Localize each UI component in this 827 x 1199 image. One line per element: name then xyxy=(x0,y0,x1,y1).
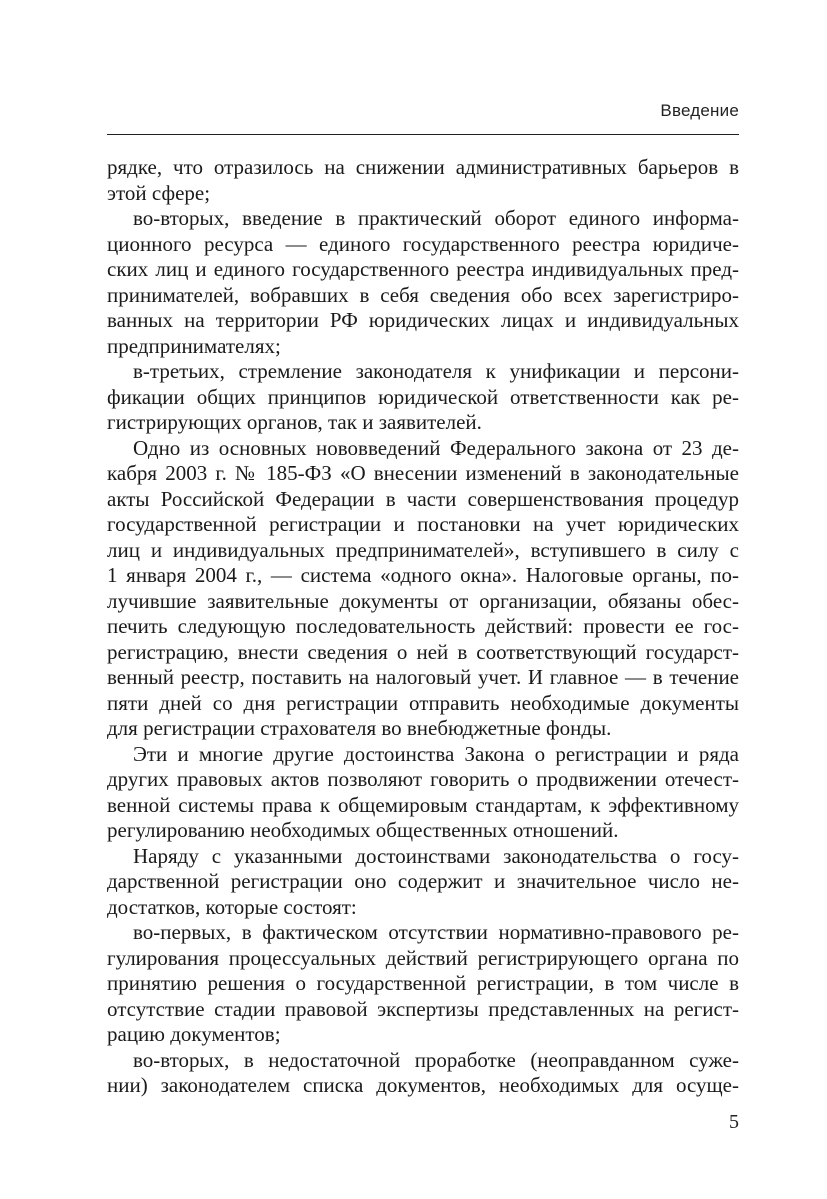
text-line: ванных на территории РФ юридических лицах и индивидуальных xyxy=(107,308,739,332)
text-line: регистрацию, внести сведения о ней в соответствующий государст- xyxy=(107,639,739,664)
text-line: рацию документов; xyxy=(107,1022,281,1046)
text-line: в-третьих, стремление законодателя к унификации и персони- xyxy=(133,359,739,383)
text-line: во-первых, в фактическом отсутствии нормативно-правового ре- xyxy=(133,920,739,944)
text-line: ских лиц и единого государственного реестра индивидуальных пред- xyxy=(107,257,739,281)
text-line: ционного ресурса — единого государственного реестра юридиче- xyxy=(107,231,739,256)
text-line: этой сфере; xyxy=(107,180,211,205)
page-number: 5 xyxy=(729,1111,739,1133)
text-line: для регистрации страхователя во внебюджетные фонды. xyxy=(107,716,612,740)
text-line: во-вторых, введение в практический оборот единого информа- xyxy=(133,206,739,230)
text-line: принимателей, вобравших в себя сведения обо всех зарегистриро- xyxy=(107,282,739,307)
text-line: принятию решения о государственной регистрации, в том числе в xyxy=(107,971,739,995)
text-line: Эти и многие другие достоинства Закона о регистрации и ряда xyxy=(133,741,739,766)
text-line: предпринимателях; xyxy=(107,333,281,358)
text-line: венный реестр, поставить на налоговый учет. И главное — в течение xyxy=(107,665,739,689)
running-title: Введение xyxy=(660,101,739,120)
text-line: достатков, которые состоят: xyxy=(107,894,357,919)
text-line: регулированию необходимых общественных отношений. xyxy=(107,818,619,842)
text-line: лиц и индивидуальных предпринимателей», вступившего в силу с xyxy=(107,537,739,562)
text-line: других правовых актов позволяют говорить о продвижении отечест- xyxy=(107,767,739,791)
text-line: венной системы права к общемировым стандартам, к эффективному xyxy=(107,792,739,817)
text-line: во-вторых, в недостаточной проработке (неоправданном суже- xyxy=(133,1047,739,1072)
text-line: гистрирующих органов, так и заявителей. xyxy=(107,410,482,434)
text-line: дарственной регистрации оно содержит и значительное число не- xyxy=(107,869,739,893)
text-line: кабря 2003 г. № 185-ФЗ «О внесении изменений в законодательные xyxy=(107,461,739,485)
body-text xyxy=(107,155,739,1099)
text-line: гулирования процессуальных действий регистрирующего органа по xyxy=(107,945,739,970)
text-line: государственной регистрации и постановки на учет юридических xyxy=(107,512,739,536)
text-line: акты Российской Федерации в части совершенствования процедур xyxy=(107,486,739,511)
header-rule xyxy=(107,134,739,135)
text-line: отсутствие стадии правовой экспертизы представленных на регист- xyxy=(107,996,739,1021)
text-line: фикации общих принципов юридической ответственности как ре- xyxy=(107,384,739,409)
text-line: печить следующую последовательность действий: провести ее гос- xyxy=(107,614,739,638)
text-line: пяти дней со дня регистрации отправить необходимые документы xyxy=(107,690,739,715)
text-line: Наряду с указанными достоинствами законодательства о госу- xyxy=(133,843,739,868)
text-line: рядке, что отразилось на снижении административных барьеров в xyxy=(107,155,739,179)
text-line: 1 января 2004 г., — система «одного окна». Налоговые органы, по- xyxy=(107,563,739,587)
text-line: нии) законодателем списка документов, необходимых для осуще- xyxy=(107,1073,739,1097)
text-line: лучившие заявительные документы от организации, обязаны обес- xyxy=(107,588,739,613)
text-line: Одно из основных нововведений Федерального закона от 23 де- xyxy=(133,435,739,460)
